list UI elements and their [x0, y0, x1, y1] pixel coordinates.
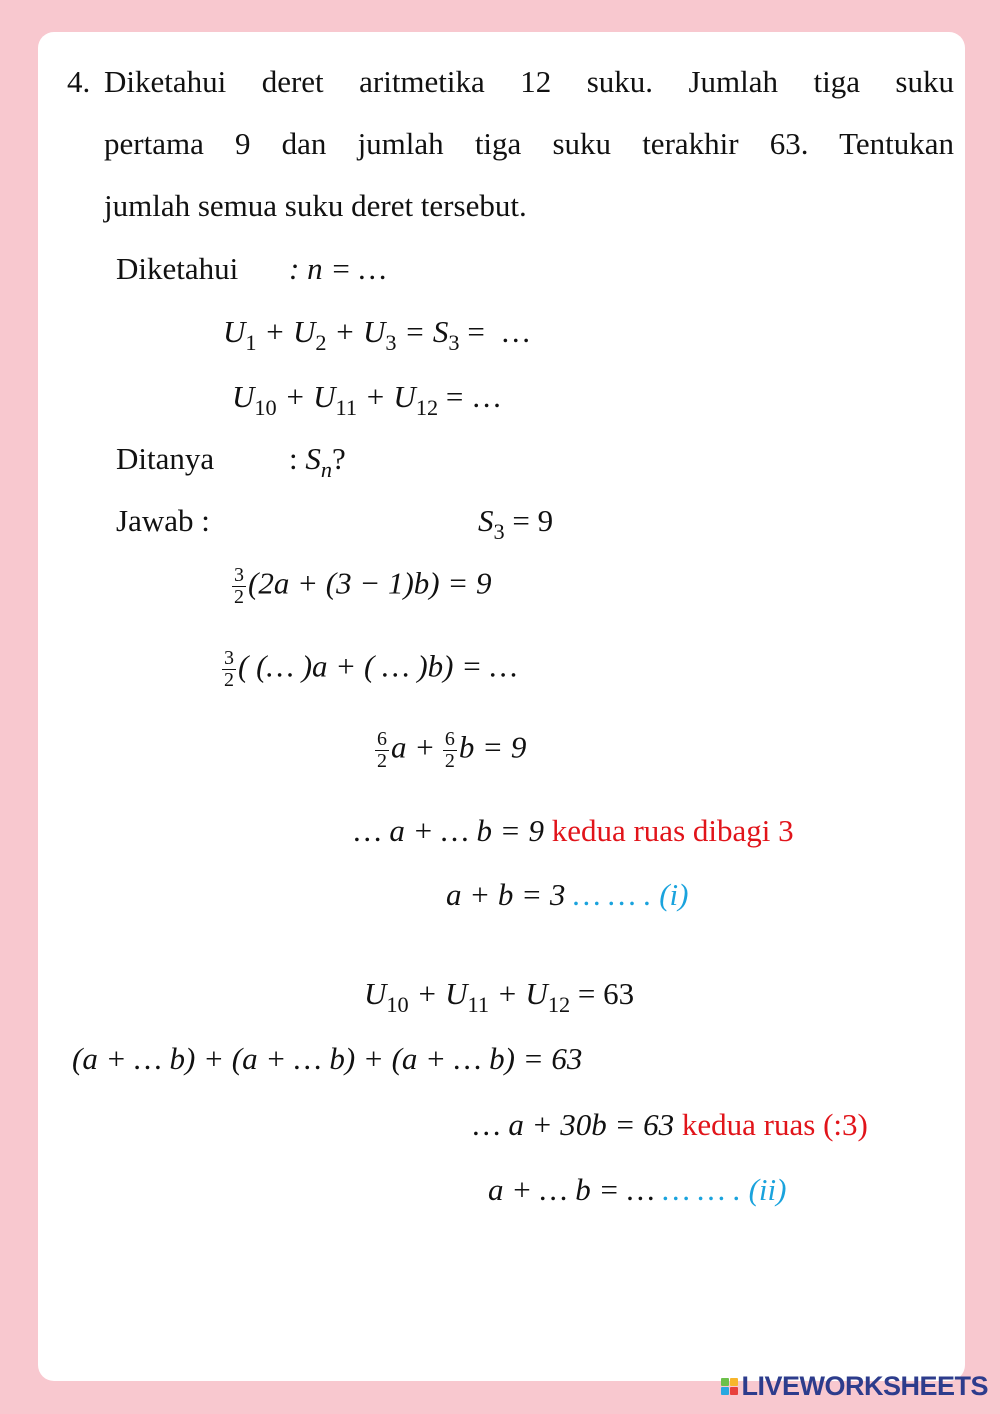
- liveworksheets-logo-icon: [721, 1378, 738, 1395]
- label-i: … … . (i): [573, 877, 689, 912]
- given-n: : n = …: [289, 251, 387, 286]
- answer-s3: $S_3 = 9$: [478, 503, 554, 544]
- blank-last: = …: [445, 379, 503, 414]
- logo-text: LIVEWORKSHEETS: [741, 1371, 988, 1401]
- problem-line-1: Diketahui deret aritmetika 12 suku. Jumlah tiga suku: [104, 64, 954, 99]
- asked-expr: : $S_n$?: [289, 441, 346, 482]
- given-label: Diketahui: [116, 251, 239, 286]
- answer-step-1: $\frac{3}{2}$ (2a + (3 − 1)b) = 9: [234, 564, 492, 608]
- problem-number: 4.: [67, 64, 91, 99]
- answer-step-5: a + b = 3 … … . (i): [446, 877, 689, 912]
- answer-step-2: $\frac{3}{2}$ ( (… )a + ( … )b) = …: [224, 647, 518, 691]
- answer2-expand: (a + … b) + (a + … b) + (a + … b) = 63: [72, 1041, 583, 1076]
- problem-line-2: pertama 9 dan jumlah tiga suku terakhir 63. Tentukan: [104, 126, 954, 161]
- answer2-final: a + … b = … … … . (ii): [488, 1172, 787, 1207]
- answer-step-3: $\frac{6}{2}$ a + $\frac{6}{2}$ b = 9: [377, 728, 527, 772]
- given-last-three-sum: $U_{10} + U_{11} + U_{12}$ = …: [232, 379, 503, 420]
- liveworksheets-logo: [721, 1371, 988, 1402]
- note-divide-3b: kedua ruas (:3): [681, 1107, 868, 1142]
- given-first-three-sum: $U_1 + U_2 + U_3 = S_3$ = …: [223, 314, 532, 355]
- blank-s3: = …: [467, 314, 532, 349]
- answer-step-4: … a + … b = 9 kedua ruas dibagi 3: [354, 813, 794, 848]
- fraction: $\frac{3}{2}$: [224, 647, 234, 691]
- note-divide-3: kedua ruas dibagi 3: [551, 813, 794, 848]
- fraction: $\frac{6}{2}$: [377, 728, 387, 772]
- label-ii: … … . (ii): [662, 1172, 787, 1207]
- fraction: $\frac{6}{2}$: [444, 728, 455, 772]
- fraction: $\frac{3}{2}$: [234, 564, 244, 608]
- answer2-eq: $U_{10} + U_{11} + U_{12} = 63$: [364, 976, 635, 1017]
- problem-line-3: jumlah semua suku deret tersebut.: [104, 188, 527, 223]
- answer-label: Jawab :: [116, 503, 210, 538]
- asked-label: Ditanya: [116, 441, 215, 476]
- answer2-step: … a + 30b = 63 kedua ruas (:3): [473, 1107, 868, 1142]
